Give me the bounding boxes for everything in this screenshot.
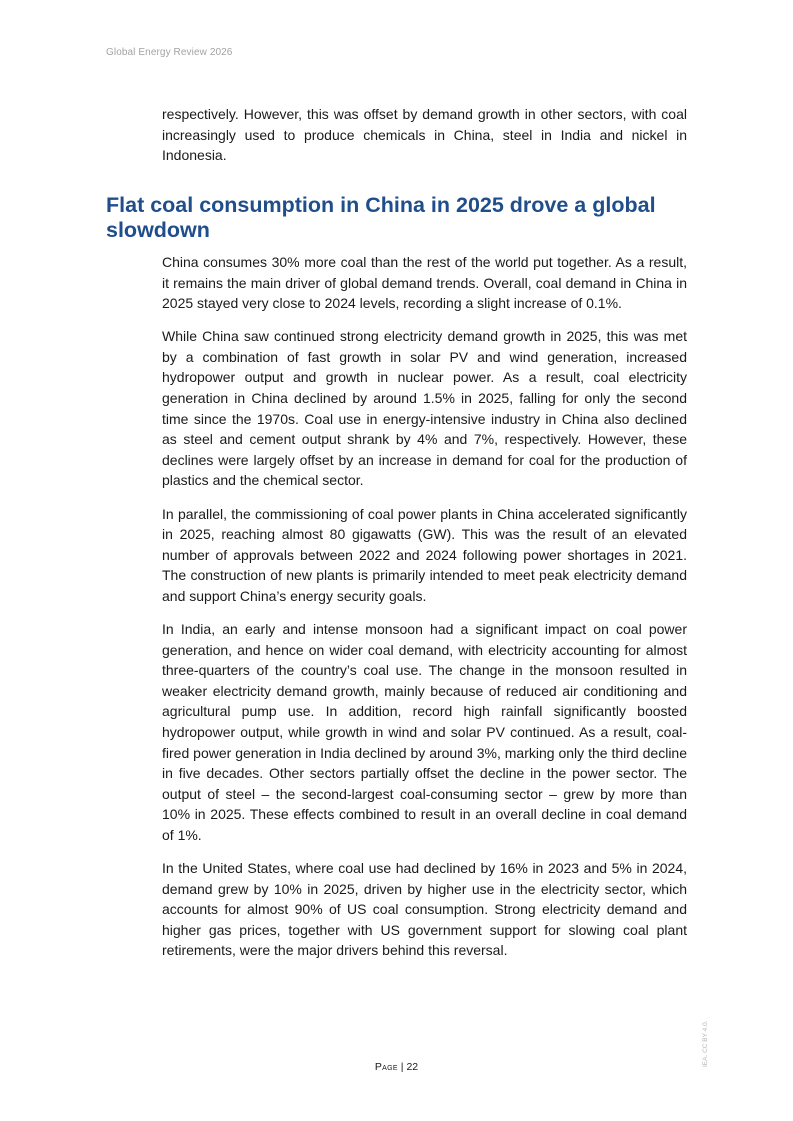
- paragraph-china-overview: China consumes 30% more coal than the rest of the world put together. As a result, it remains the main driver of global demand trends. Overall, coal demand in China in 2025 stayed very close to 2024 levels, recording a slight increase of 0.1%.: [162, 254, 687, 312]
- page-label: Page: [374, 1061, 398, 1073]
- continued-paragraph: [162, 104, 687, 166]
- section-heading: Flat coal consumption in China in 2025 drove a global slowdown: [106, 193, 656, 242]
- page-number: 22: [406, 1061, 419, 1073]
- license-note: IEA. CC BY 4.0.: [702, 1020, 709, 1067]
- body-text: [162, 252, 687, 974]
- page-number-footer: [0, 1061, 793, 1073]
- paragraph-china-power-plants: In parallel, the commissioning of coal power plants in China accelerated significantly in 2025, reaching almost 80 gigawatts (GW). This was the result of an elevated number of approvals between 2022 and 2024 following power shortages in 2021. The construction of new plants is primarily intended to meet peak electricity demand and support China’s energy security goals.: [162, 505, 687, 604]
- paragraph-china-electricity: While China saw continued strong electricity demand growth in 2025, this was met by a combination of fast growth in solar PV and wind generation, increased hydropower output and growth in nuclear power. As a result, coal electricity generation in China declined by around 1.5% in 2025, falling for only the second time since the 1970s. Coal use in energy-intensive industry in China also declined as steel and cement output shrank by 4% and 7%, respectively. However, these declines were largely offset by an increase in demand for coal for the production of plastics and the chemical sector.: [162, 328, 687, 489]
- running-header: Global Energy Review 2026: [106, 47, 233, 58]
- paragraph-india: In India, an early and intense monsoon had a significant impact on coal power generation, and hence on wider coal demand, with electricity accounting for almost three-quarters of the country’s coal use. The change in the monsoon resulted in weaker electricity demand growth, mainly because of reduced air conditioning and agricultural pump use. In addition, record high rainfall significantly boosted hydropower output, while growth in wind and solar PV continued. As a result, coal-fired power generation in India declined by around 3%, marking only the third decline in five decades. Other sectors partially offset the decline in the power sector. The output of steel – the second-largest coal-consuming sector – grew by more than 10% in 2025. These effects combined to result in an overall decline in coal demand of 1%.: [162, 621, 687, 843]
- page-separator: |: [400, 1061, 404, 1073]
- paragraph-intro: respectively. However, this was offset by demand growth in other sectors, with coal increasingly used to produce chemicals in China, steel in India and nickel in Indonesia.: [162, 106, 687, 164]
- paragraph-united-states: In the United States, where coal use had declined by 16% in 2023 and 5% in 2024, demand grew by 10% in 2025, driven by higher use in the electricity sector, which accounts for almost 90% of US coal consumption. Strong electricity demand and higher gas prices, together with US government support for slowing coal plant retirements, were the major drivers behind this reversal.: [162, 860, 687, 959]
